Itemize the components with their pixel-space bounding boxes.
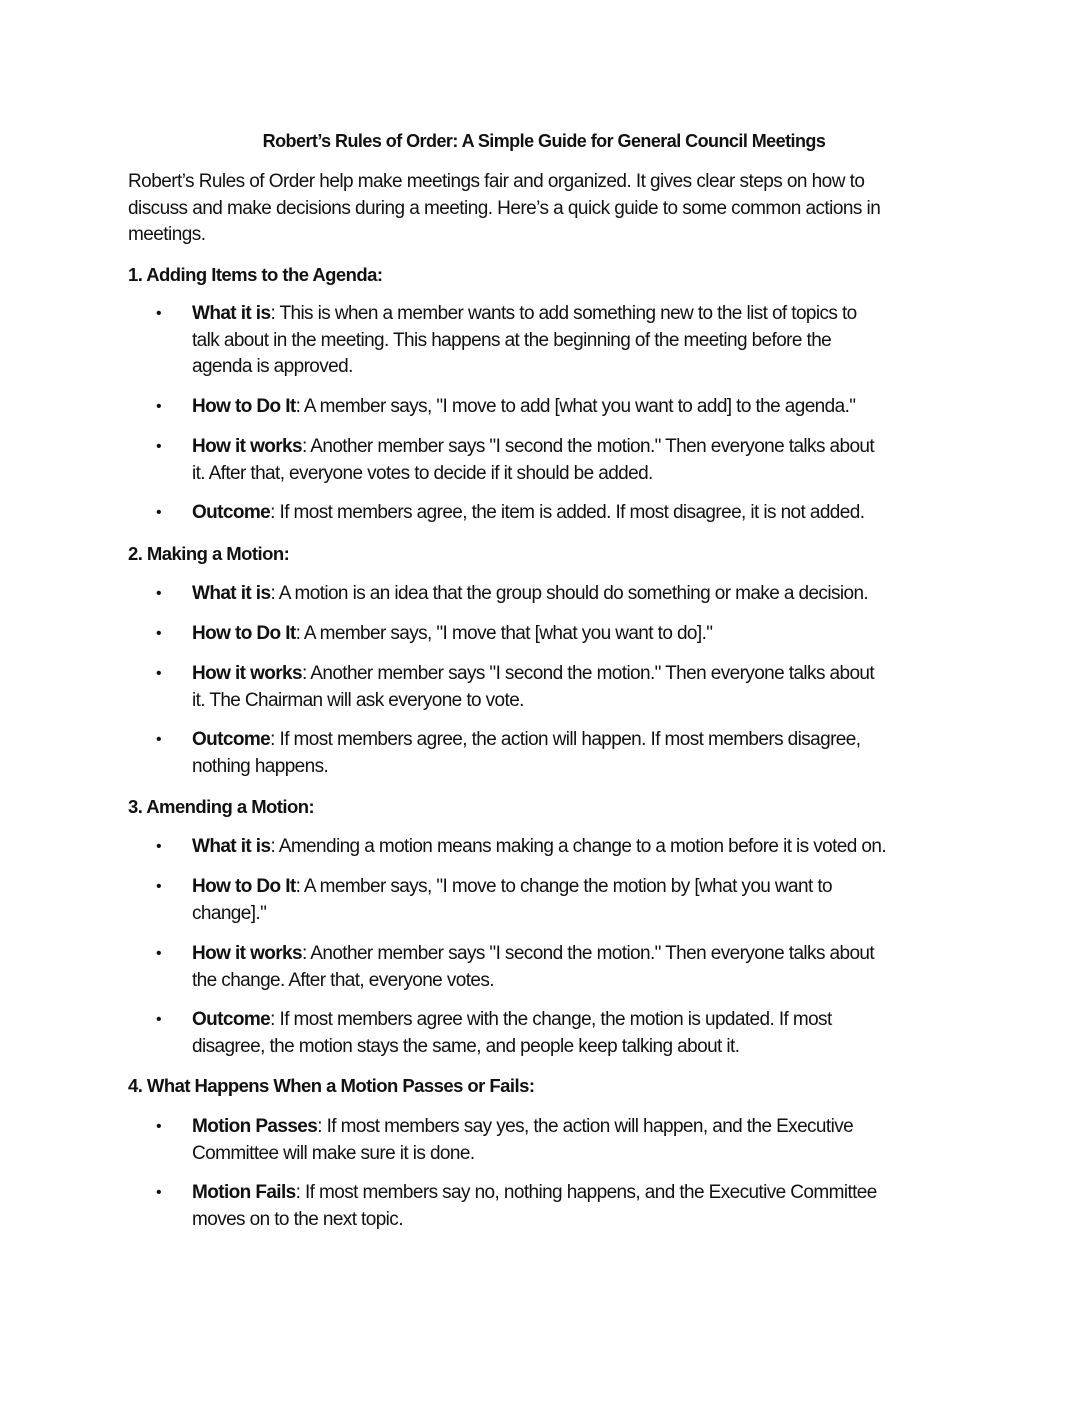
item-text [192,621,712,648]
bullet-icon: • [156,438,162,455]
section-heading: 1. Adding Items to the Agenda: [128,264,383,285]
bullet-icon: • [156,585,162,602]
item-line: talk about in the meeting. This happens at the beginning of the meeting before the [192,329,832,351]
item-term: How to Do It [192,623,296,644]
item-text [192,1180,877,1233]
item-line: : Another member says "I second the motion." Then everyone talks about [301,943,875,964]
intro-line: meetings. [128,224,206,245]
item-text [192,394,855,421]
intro-line: discuss and make decisions during a meeting. Here’s a quick guide to some common actions in [128,197,881,219]
item-line: the change. After that, everyone votes. [192,969,494,991]
item-term: Outcome [192,1009,271,1030]
section-heading: 3. Amending a Motion: [128,796,315,817]
item-text [192,727,860,780]
bullet-icon: • [156,1011,162,1028]
item-text [192,581,868,608]
item-text [192,874,832,927]
item-line: Committee will make sure it is done. [192,1142,475,1164]
item-term: What it is [192,836,271,857]
item-line: moves on to the next topic. [192,1208,403,1230]
bullet-icon: • [156,878,162,895]
item-line: disagree, the motion stays the same, and people keep talking about it. [192,1035,740,1057]
item-line: : A member says, "I move to add [what you want to add] to the agenda." [295,396,856,417]
intro-paragraph [128,169,968,249]
bullet-icon: • [156,945,162,962]
item-line: it. The Chairman will ask everyone to vote. [192,689,524,711]
item-term: What it is [192,303,271,324]
item-text [192,500,864,527]
item-text [192,1007,832,1060]
item-line: : If most members say no, nothing happens, and the Executive Committee [295,1182,877,1203]
document-title: Robert’s Rules of Order: A Simple Guide for General Council Meetings [262,131,826,151]
item-term: How to Do It [192,876,296,897]
item-term: How it works [192,663,302,684]
bullet-icon: • [156,504,162,521]
item-line: it. After that, everyone votes to decide if it should be added. [192,462,653,484]
section-heading: 2. Making a Motion: [128,543,290,564]
bullet-icon: • [156,1118,162,1135]
item-term: How to Do It [192,396,296,417]
item-line: : Amending a motion means making a change to a motion before it is voted on. [270,836,887,857]
bullet-icon: • [156,1184,162,1201]
item-line: : If most members agree, the action will happen. If most members disagree, [270,729,861,750]
item-line: : A member says, "I move to change the motion by [what you want to [295,876,832,897]
item-line: : If most members say yes, the action will happen, and the Executive [317,1116,854,1137]
bullet-icon: • [156,665,162,682]
item-term: Motion Fails [192,1182,296,1203]
item-line: : This is when a member wants to add something new to the list of topics to [270,303,857,324]
section-heading: 4. What Happens When a Motion Passes or Fails: [128,1075,535,1096]
item-line: change]." [192,902,267,924]
item-line: nothing happens. [192,755,329,777]
item-line: agenda is approved. [192,356,353,377]
item-text [192,661,874,714]
bullet-icon: • [156,731,162,748]
item-text [192,434,874,487]
intro-line: Robert’s Rules of Order help make meetings fair and organized. It gives clear steps on how to [128,171,865,192]
item-line: : Another member says "I second the motion." Then everyone talks about [301,663,875,684]
item-text [192,301,857,381]
item-text [192,834,886,861]
bullet-icon: • [156,398,162,415]
bullet-icon: • [156,838,162,855]
item-line: : A motion is an idea that the group should do something or make a decision. [270,583,869,604]
item-text [192,1114,853,1167]
bullet-icon: • [156,625,162,642]
item-line: : If most members agree, the item is added. If most disagree, it is not added. [270,502,865,523]
item-line: : If most members agree with the change, the motion is updated. If most [270,1009,832,1030]
item-term: Outcome [192,502,271,523]
bullet-icon: • [156,305,162,322]
item-term: Motion Passes [192,1116,318,1137]
item-term: Outcome [192,729,271,750]
item-term: What it is [192,583,271,604]
item-text [192,941,874,994]
item-line: : A member says, "I move that [what you want to do]." [295,623,713,644]
item-term: How it works [192,436,302,457]
item-line: : Another member says "I second the motion." Then everyone talks about [301,436,875,457]
item-term: How it works [192,943,302,964]
